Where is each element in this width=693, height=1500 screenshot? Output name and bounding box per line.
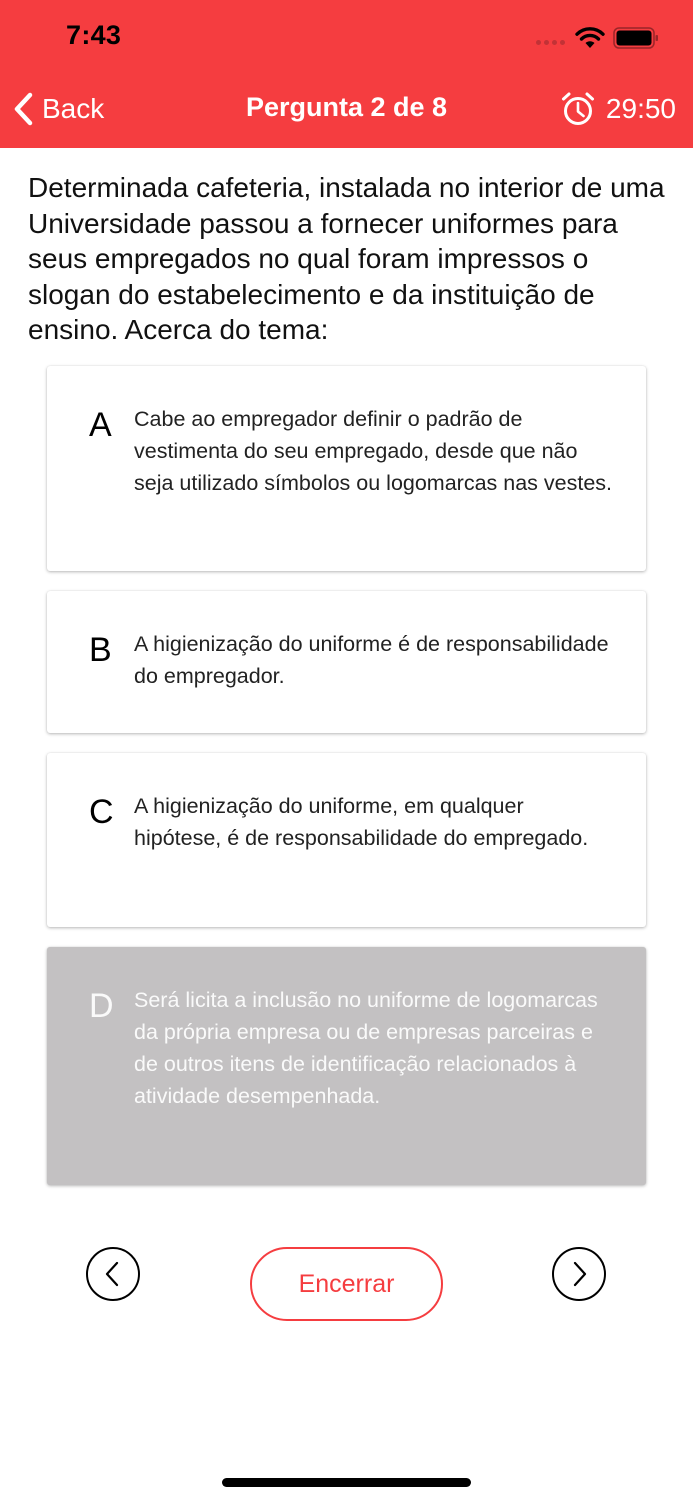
- option-c[interactable]: [47, 753, 646, 927]
- back-button[interactable]: [12, 88, 104, 130]
- timer: [560, 88, 676, 130]
- option-letter: D: [89, 987, 114, 1025]
- battery-icon: [613, 27, 659, 49]
- option-letter: B: [89, 631, 112, 669]
- home-indicator[interactable]: [222, 1478, 471, 1487]
- finish-button[interactable]: Encerrar: [250, 1247, 443, 1321]
- option-a[interactable]: [47, 366, 646, 571]
- chevron-left-icon: [102, 1260, 124, 1288]
- previous-question-button[interactable]: [86, 1247, 140, 1301]
- back-label: Back: [42, 93, 105, 124]
- chevron-right-icon: [568, 1260, 590, 1288]
- option-b[interactable]: [47, 591, 646, 733]
- status-time: 7:43: [66, 20, 122, 50]
- option-letter: A: [89, 406, 112, 444]
- page-title: Pergunta 2 de 8: [245, 92, 448, 122]
- option-text: A higienização do uniforme é de responsabilidade do empregador.: [134, 632, 609, 688]
- alarm-clock-icon: [560, 91, 596, 127]
- option-text: Cabe ao empregador definir o padrão de vestimenta do seu empregado, desde que não seja utilizado símbolos ou logomarcas nas vestes.: [134, 407, 613, 495]
- top-bar: [0, 0, 693, 148]
- signal-dots-icon: [536, 40, 565, 45]
- option-d[interactable]: [47, 947, 646, 1185]
- option-text: A higienização do uniforme, em qualquer hipótese, é de responsabilidade do empregado.: [134, 794, 589, 850]
- chevron-left-icon: [12, 92, 34, 126]
- question-text: Determinada cafeteria, instalada no interior de uma Universidade passou a fornecer uniformes para seus empregados no qual foram impressos o slogan do estabelecimento e da instituição de ensino. Acerca do tema:: [28, 172, 665, 345]
- option-text: Será licita a inclusão no uniforme de logomarcas da própria empresa ou de empresas parceiras e de outros itens de identificação relacionados à atividade desempenhada.: [134, 988, 598, 1108]
- wifi-icon: [574, 26, 606, 50]
- timer-value: 29:50: [605, 93, 676, 124]
- option-letter: C: [89, 793, 114, 831]
- next-question-button[interactable]: [552, 1247, 606, 1301]
